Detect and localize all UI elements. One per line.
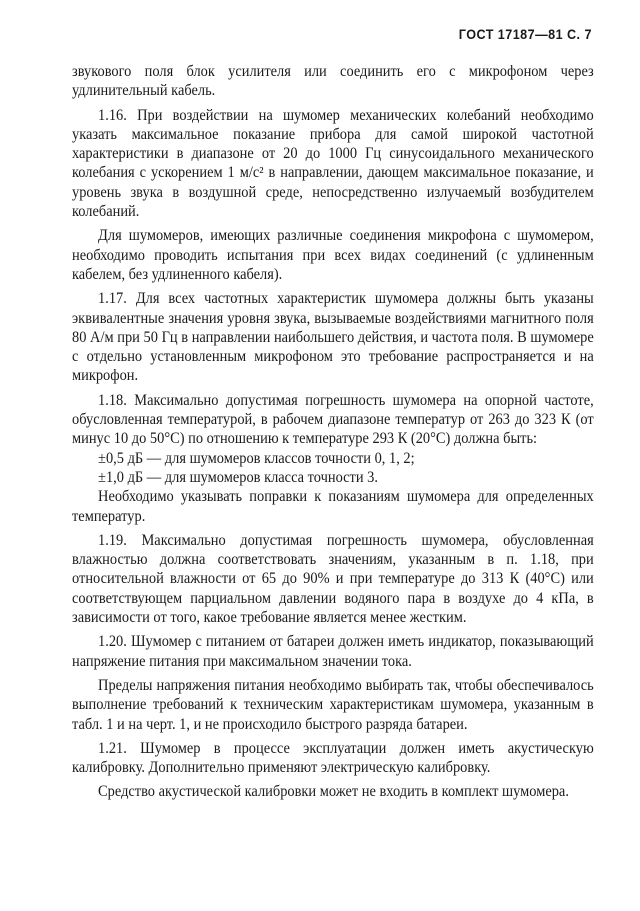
paragraph-1-20: 1.20. Шумомер с питанием от батареи должен иметь индикатор, показывающий напряжение питания при максимальном значении тока.: [72, 633, 594, 670]
paragraph-voltage-limits: Пределы напряжения питания необходимо выбирать так, чтобы обеспечивалось выполнение требований к техническим характеристикам шумомера, указанным в табл. 1 и на черт. 1, и не происходило быстрого разряда батареи.: [72, 676, 594, 733]
paragraph-1-19: 1.19. Максимально допустимая погрешность шумомера, обусловленная влажностью должна соответствовать значениям, указанным в п. 1.18, при относительной влажности от 65 до 90% и при температуре до 313 К (40°С) или соответствующем парциальном давлении водяного пара в воздухе до 4 кПа, в зависимости от того, какое требование является менее жестким.: [72, 531, 594, 627]
paragraph-1-21: 1.21. Шумомер в процессе эксплуатации должен иметь акустическую калибровку. Дополнительно применяют электрическую калибровку.: [72, 739, 594, 777]
paragraph-1-16: 1.16. При воздействии на шумомер механических колебаний необходимо указать максимальное показание прибора для самой широкой частотной характеристики в диапазоне от 20 до 1000 Гц синусоидального механического колебания с ускорением 1 м/с² в направлении, дающем максимальное показание, и уровень звука в воздушной среде, непосредственно излучаемый возбудителем колебаний.: [72, 106, 594, 221]
document-body: [72, 62, 594, 802]
tolerance-class-0-1-2: ±0,5 дБ — для шумомеров классов точности 0, 1, 2;: [98, 449, 415, 467]
paragraph-calibration-means: Средство акустической калибровки может не входить в комплект шумомера.: [98, 783, 569, 801]
paragraph-microphone-connections: Для шумомеров, имеющих различные соединения микрофона с шумомером, необходимо проводить испытания при всех видах соединений (с удлиненным кабелем, без удлиненного кабеля).: [72, 227, 594, 283]
tolerance-class-3: ±1,0 дБ — для шумомеров класса точности 3.: [98, 468, 378, 486]
paragraph-continuation: звукового поля блок усилителя или соединить его с микрофоном через удлинительный кабель.: [72, 63, 594, 100]
paragraph-1-18: 1.18. Максимально допустимая погрешность шумомера на опорной частоте, обусловленная температурой, в рабочем диапазоне температур от 263 до 323 К (от минус 10 до 50°С) по отношению к температуре 293 К (20°С) должна быть:: [72, 391, 594, 448]
page-header: ГОСТ 17187—81 С. 7: [458, 26, 592, 42]
paragraph-temperature-corrections: Необходимо указывать поправки к показаниям шумомера для определенных температур.: [72, 488, 594, 525]
paragraph-1-17: 1.17. Для всех частотных характеристик шумомера должны быть указаны эквивалентные значения уровня звука, вызываемые воздействиями магнитного поля 80 А/м при 50 Гц в направлении наибольшего действия, и частота поля. В шумомере с отдельно установленным микрофоном это требование распространяется и на микрофон.: [72, 290, 594, 385]
